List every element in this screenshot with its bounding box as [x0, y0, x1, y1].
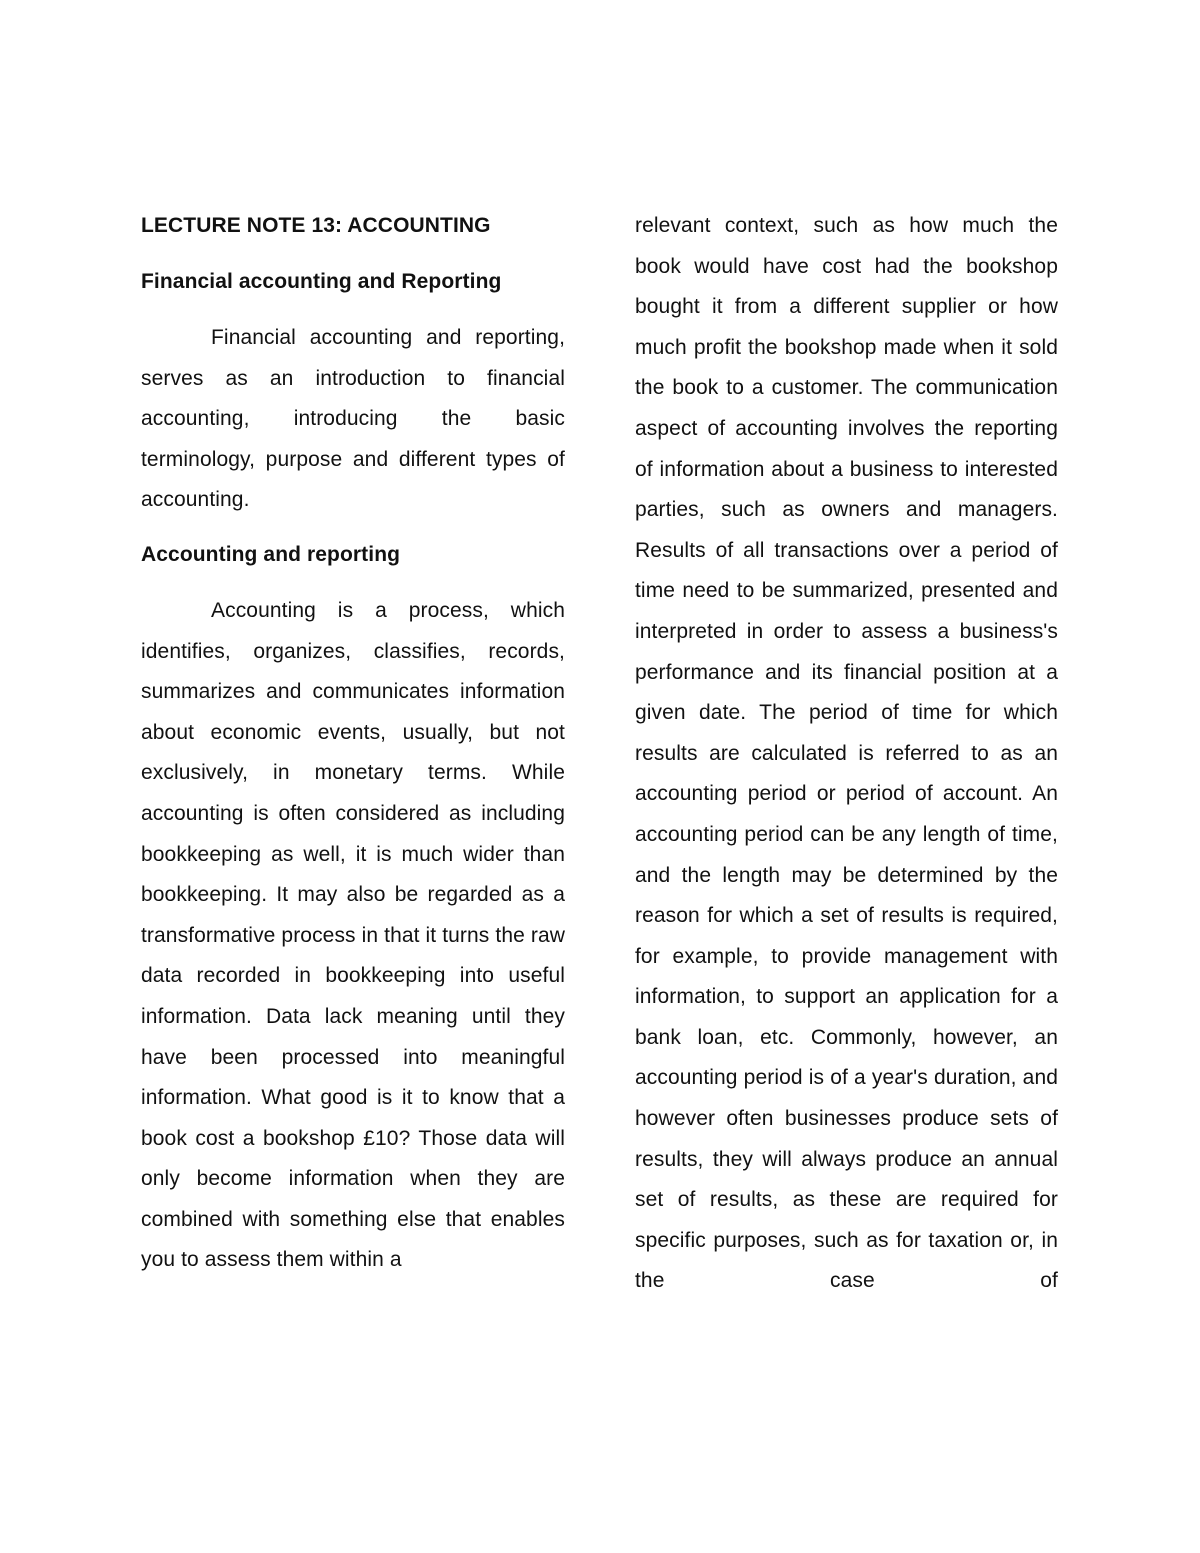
- right-column: [635, 206, 1058, 1302]
- paragraph-accounting-continued: relevant context, such as how much the book would have cost had the bookshop bought it from a different supplier or how much profit the bookshop made when it sold the book to a customer. The communication aspect of accounting involves the reporting of information about a business to interested parties, such as owners and managers. Results of all transactions over a period of time need to be summarized, presented and interpreted in order to assess a business's performance and its financial position at a given date. The period of time for which results are calculated is referred to as an accounting period or period of account. An accounting period can be any length of time, and the length may be determined by the reason for which a set of results is required, for example, to provide management with information, to support an application for a bank loan, etc. Commonly, however, an accounting period is of a year's duration, and however often businesses produce sets of results, they will always produce an annual set of results, as these are required for specific purposes, such as for taxation or, in the case of: [635, 214, 1058, 1293]
- section-heading-financial-accounting: Financial accounting and Reporting: [141, 270, 502, 293]
- paragraph-accounting-reporting: Accounting is a process, which identifies, organizes, classifies, records, summarizes and communicates information about economic events, usually, but not exclusively, in monetary terms. While accounting is often considered as including bookkeeping as well, it is much wider than bookkeeping. It may also be regarded as a transformative process in that it turns the raw data recorded in bookkeeping into useful information. Data lack meaning until they have been processed into meaningful information. What good is it to know that a book cost a bookshop £10? Those data will only become information when they are combined with something else that enables you to assess them within a: [141, 598, 565, 1272]
- left-column: [141, 206, 565, 1295]
- document-title: LECTURE NOTE 13: ACCOUNTING: [141, 214, 491, 237]
- section-heading-accounting-reporting: Accounting and reporting: [141, 542, 401, 566]
- paragraph-financial-accounting: Financial accounting and reporting, serves as an introduction to financial accounting, introducing the basic terminology, purpose and different types of accounting.: [141, 326, 565, 512]
